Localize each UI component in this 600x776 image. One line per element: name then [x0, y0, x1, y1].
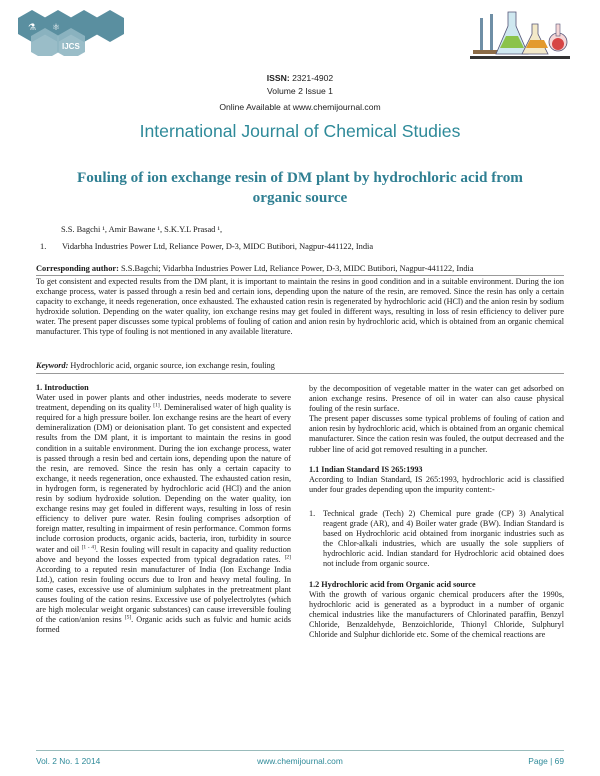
article-title: Fouling of ion exchange resin of DM plant by hydrochloric acid from organic source [77, 169, 523, 206]
citation: [2] [284, 553, 291, 560]
corresponding-author-details: S.S.Bagchi; Vidarbha Industries Power Ltd, Reliance Power, D-3, MIDC Butibori, Nagpur-441122, India [121, 264, 474, 273]
online-availability: Online Available at www.chemijournal.com [219, 102, 381, 112]
citation: [5] [124, 614, 132, 621]
introduction-continued: by the decomposition of vegetable matter in the water can get adsorbed on anion exchange resins. Presence of oil in water can also cause physical fouling of the resin surface. [309, 384, 564, 414]
footer-rule [36, 750, 564, 751]
right-column [309, 384, 564, 640]
corresponding-author-label: Corresponding author: [36, 264, 119, 273]
introduction-heading: 1. Introduction [36, 383, 89, 392]
grade-list-item [309, 509, 564, 570]
svg-text:⚗: ⚗ [28, 22, 37, 32]
corresponding-author [36, 264, 566, 273]
section-1-2-heading: 1.2 Hydrochloric acid from Organic acid source [309, 579, 476, 589]
volume-issue: Volume 2 Issue 1 [267, 86, 333, 96]
journal-logo [14, 6, 126, 56]
affiliation: Vidarbha Industries Power Ltd, Reliance Power, D-3, MIDC Butibori, Nagpur-441122, India [62, 242, 374, 251]
journal-name: International Journal of Chemical Studies [139, 121, 461, 141]
issn-label: ISSN: [266, 73, 290, 83]
footer-page-number: Page | 69 [528, 756, 564, 766]
footer-website: www.chemijournal.com [257, 756, 343, 766]
issn-line [0, 73, 600, 83]
citation: [1 - 4] [81, 543, 96, 550]
keywords-label: Keyword: [36, 361, 69, 370]
footer-volume: Vol. 2 No. 1 2014 [36, 756, 101, 766]
issn-value: 2321-4902 [292, 73, 334, 83]
list-number: 1. [309, 508, 316, 518]
abstract-top-rule [36, 275, 564, 276]
section-1-2-paragraph: With the growth of various organic chemical producers after the 1990s, hydrochloric acid is generated as a byproduct in a number of organic chemical industries like the manufacturers of Chlorinated paraffin, Benzyl Chloride, Benzaldehyde, Benzoichloride, Thionyl Chloride, Sulphuryl Chloride and Sulphur dichloride etc. Some of the chemical reactions are [309, 589, 564, 639]
author-list: S.S. Bagchi ¹, Amir Bawane ¹, S.K.Y.L Prasad ¹, [61, 225, 223, 234]
left-column [36, 383, 291, 635]
chemistry-flasks-illustration [470, 4, 570, 66]
abstract: To get consistent and expected results from the DM plant, it is important to maintain the resins in good condition and in a suitable environment. During the ion exchange process, water is passed through a resin bed and certain ions, depending upon the nature of the resin, are removed. Since the resin has only a certain capacity to exchange, it needs regeneration, once exhausted. The exhausted cation resin is regenerated by hydrochloric acid (HCl) and the anion resin by sodium hydroxide solution. Depending on the water quality, ion exchange resins may get fouled in different ways, resulting in loss of resin efficiency to deliver pure water. The present paper discusses some typical problems of fouling of cation and anion resin by hydrochloric acid, which is obtained from an organic chemical manufacturer. This type of fouling is not mentioned in any available literature. [36, 277, 564, 337]
svg-text:IJCS: IJCS [62, 42, 80, 51]
citation: [1] [153, 402, 160, 409]
section-1-1-heading: 1.1 Indian Standard IS 265:1993 [309, 464, 423, 474]
introduction-scope: The present paper discusses some typical problems of fouling of cation and anion resin by hydrochloric acid, which is obtained from an organic chemical manufacturer. Since the cation resin was fouled, the output decreased and the rubber line of acid got removed resulting in a puncher. [309, 414, 564, 454]
introduction-paragraph: Water used in power plants and other industries, needs moderate to severe treatment, depending on its quality [1]. Demineralised water of high quality is required for a high pressure boiler. Ion exchange resins are the heart of every demineralization (DM) or deionisation plant. To get consistent and expected results from the DM plant, it is important to maintain the resins in good condition in a suitable environment. During the ion exchange process, water is passed through a resin bed and certain ions, depending upon the nature of the resin, are removed. Since the resin has only a certain capacity to exchange, it needs regeneration, once exhausted. The exhausted cation resin, in hydrogen form, is regenerated by hydrochloric acid (HCl) and the anion resin by sodium hydroxide solution. Depending on the water quality, ion exchange resins may get fouled in different ways, resulting in loss of resin efficiency to deliver pure water. Resin fouling comprises adsorption of foreign matter, resulting in impairment of resin performance. Common forms include corrosion products, organic acids, bacteria, iron, turbidity in source water and oil [1 - 4]. Resin fouling will result in capacity and quality reduction above and beyond the losses expected from typical degradation rates. [2] According to a reputed resin manufacturer of India (Ion Exchange India Ltd.), cation resin fouling occurs due to Iron and heavy metal fouling. In some cases, excessive use of aluminium sulphates in the pretreatment plant causes fouling of the cation resins. Excessive use of polyelectrolytes (which are high molecular weight organic substances) can cause irreversible fouling of the cation/anion resins [5]. Organic acids such as fulvic and humic acids formed [36, 393, 291, 635]
list-item-text: Technical grade (Tech) 2) Chemical pure grade (CP) 3) Analytical reagent grade (AR), and 4) Boiler water grade (BW). Indian Standard is based on Hydrochloric acid obtained from inorganic industries such as the Chlor-alkali industries, which are usually the sole suppliers of hydrochloric acid. Indian standard for Hydrochloric acid obtained does not include from organic source. [323, 508, 564, 569]
keywords-bottom-rule [36, 373, 564, 374]
keywords-text: Hydrochloric acid, organic source, ion exchange resin, fouling [70, 361, 275, 370]
affiliation-number: 1. [40, 242, 47, 251]
svg-text:⚛: ⚛ [52, 22, 61, 32]
section-1-1-paragraph: According to Indian Standard, IS 265:1993, hydrochloric acid is classified under four grades depending upon the impurity content:- [309, 474, 564, 494]
keywords [36, 361, 564, 370]
